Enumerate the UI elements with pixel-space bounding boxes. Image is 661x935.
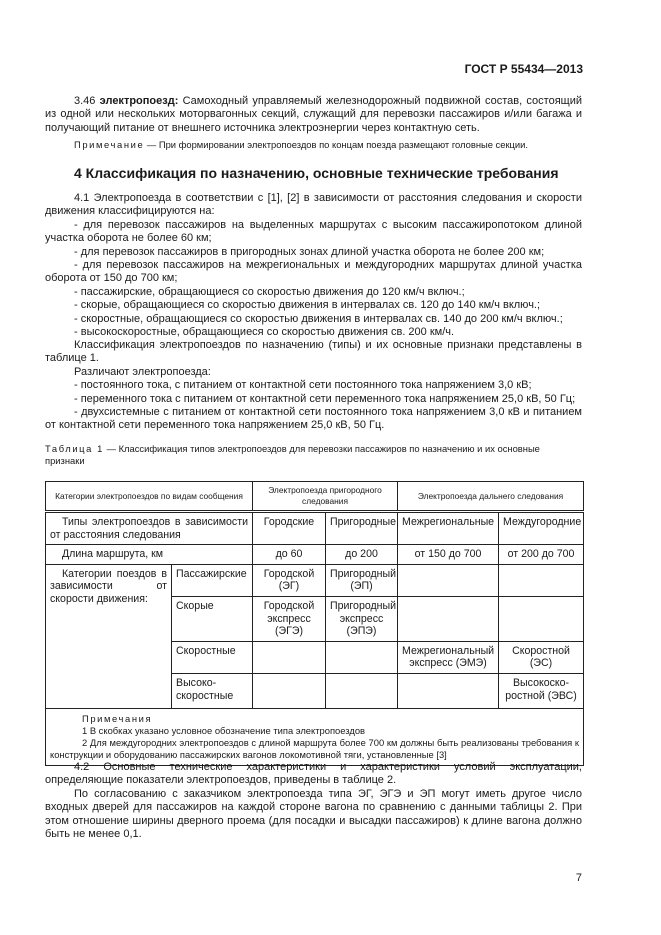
cell <box>398 564 499 596</box>
cell: Межрегиональный экспресс (ЭМЭ) <box>398 641 499 673</box>
row-label-speed-group: Категории поездов в зависимости от скорости движения: <box>46 564 172 708</box>
list-item-power-1: - постоянного тока, с питанием от контактной сети постоянного тока напряжением 3,0 кВ; <box>74 379 532 391</box>
table-caption-text: — Классификация типов электропоездов для перевозки пассажиров по назначению и их основные признаки <box>45 443 540 466</box>
cell <box>398 596 499 641</box>
cell: Пригородный экспресс (ЭПЭ) <box>326 596 398 641</box>
term-number: 3.46 <box>74 95 96 107</box>
cell <box>499 596 584 641</box>
cell-type-intercity: Междугородние <box>499 512 584 545</box>
term-note-label: Примечание <box>74 139 145 150</box>
classification-table <box>45 481 584 766</box>
table-caption <box>45 443 582 467</box>
speed-label-high: Скоростные <box>172 641 253 673</box>
cell <box>253 673 326 708</box>
table-row-types <box>46 512 584 545</box>
cell: Городской экспресс (ЭГЭ) <box>253 596 326 641</box>
cell <box>499 564 584 596</box>
cell-length-suburban: до 200 <box>326 545 398 565</box>
cell <box>326 673 398 708</box>
cell: Пригородный (ЭП) <box>326 564 398 596</box>
speed-label-passenger: Пассажирские <box>172 564 253 596</box>
list-item-speed-1: - пассажирские, обращающиеся со скоростью движения до 120 км/ч включ.; <box>74 286 465 298</box>
cell <box>326 641 398 673</box>
table-row-speed-passenger <box>46 564 584 596</box>
document-header-id: ГОСТ Р 55434—2013 <box>464 62 583 76</box>
cell-type-interregional: Межрегиональные <box>398 512 499 545</box>
header-long-distance: Электропоезда дальнего следования <box>398 482 584 512</box>
term-text: Самоходный управляемый железнодорожный подвижной состав, состоящий из одной или нескольких моторвагонных секций, служащий для перевозки пассажиров и/или багажа и получающий питание от внешнего источника электроэнергии через контактную сеть. <box>45 95 582 134</box>
cell-length-interregional: от 150 до 700 <box>398 545 499 565</box>
para-4-2: 4.2 Основные технические характеристики и характеристики условий эксплуатации, определяющие показатели электропоездов, приведены в таблице 2. <box>45 761 582 787</box>
cell <box>253 641 326 673</box>
list-item-distance-3: - для перевозок пассажиров на межрегиональных и междугородних маршрутах длиной участка оборота от 150 до 700 км; <box>45 259 582 285</box>
speed-label-very-high: Высоко-скоростные <box>172 673 253 708</box>
cell <box>398 673 499 708</box>
row-label-length: Длина маршрута, км <box>46 545 253 565</box>
table-note-2: 2 Для междугородних электропоездов с длиной маршрута более 700 км должны быть реализованы требования к конструкции и оборудованию пассажирских вагонов локомотивной тяги, установленные [3] <box>50 736 580 760</box>
list-item-distance-2: - для перевозок пассажиров в пригородных зонах длиной участка оборота не более 200 км; <box>74 246 545 258</box>
table-notes <box>46 708 584 765</box>
list-item-speed-2: - скорые, обращающиеся со скоростью движения в интервалах св. 120 до 140 км/ч включ.; <box>74 299 541 311</box>
table-note-1: 1 В скобках указано условное обозначение типа электропоездов <box>82 724 366 736</box>
term-name: электропоезд: <box>99 95 179 107</box>
para-4-1-intro: 4.1 Электропоезда в соответствии с [1], [2] в зависимости от расстояния следования и скорости движения классифицируются на: <box>45 192 582 218</box>
cell: Скоростной (ЭС) <box>499 641 584 673</box>
term-definition <box>45 95 582 135</box>
page-number: 7 <box>575 872 582 884</box>
section-title: 4 Классификация по назначению, основные технические требования <box>74 165 559 181</box>
cell: Городской (ЭГ) <box>253 564 326 596</box>
header-categories: Категории электропоездов по видам сообщения <box>46 482 253 512</box>
cell-type-city: Городские <box>253 512 326 545</box>
list-item-power-3: - двухсистемные с питанием от контактной сети постоянного тока напряжением 3,0 кВ и питанием от контактной сети переменного тока напряжением 25,0 кВ, 50 Гц. <box>45 406 582 432</box>
cell: Высокоско-ростной (ЭВС) <box>499 673 584 708</box>
term-note-text: — При формировании электропоездов по концам поезда размещают головные секции. <box>144 139 529 150</box>
table-header-row <box>46 482 584 512</box>
term-note <box>45 138 582 151</box>
speed-label-fast: Скорые <box>172 596 253 641</box>
para-distinguish: Различают электропоезда: <box>74 366 211 378</box>
cell-type-suburban: Пригородные <box>326 512 398 545</box>
list-item-speed-3: - скоростные, обращающиеся со скоростью движения в интервалах св. 140 до 200 км/ч включ.; <box>74 313 563 325</box>
list-item-distance-1: - для перевозок пассажиров на выделенных маршрутах с высоким пассажиропотоком длиной участка оборота не более 60 км; <box>45 219 582 245</box>
header-suburban: Электропоезда пригородного следования <box>253 482 398 512</box>
list-item-speed-4: - высокоскоростные, обращающиеся со скоростью движения св. 200 км/ч. <box>74 326 455 338</box>
table-caption-label: Таблица 1 <box>45 443 104 454</box>
table-notes-label: Примечания <box>82 712 153 724</box>
row-label-types: Типы электропоездов в зависимости от расстояния следования <box>46 512 253 545</box>
list-item-power-2: - переменного тока с питанием от контактной сети переменного тока напряжением 25,0 кВ, 50 Гц; <box>74 393 576 405</box>
para-agreement: По согласованию с заказчиком электропоезда типа ЭГ, ЭГЭ и ЭП могут иметь другое число входных дверей для пассажиров на каждой стороне вагона по сравнению с данными таблицы 2. При этом отношение ширины дверного проема (для посадки и высадки пассажиров) к длине вагона должно быть не менее 0,1. <box>45 788 582 841</box>
table-row-length <box>46 545 584 565</box>
cell-length-city: до 60 <box>253 545 326 565</box>
table-notes-row <box>46 708 584 765</box>
cell-length-intercity: от 200 до 700 <box>499 545 584 565</box>
para-classification: Классификация электропоездов по назначению (типы) и их основные признаки представлены в таблице 1. <box>45 339 582 365</box>
